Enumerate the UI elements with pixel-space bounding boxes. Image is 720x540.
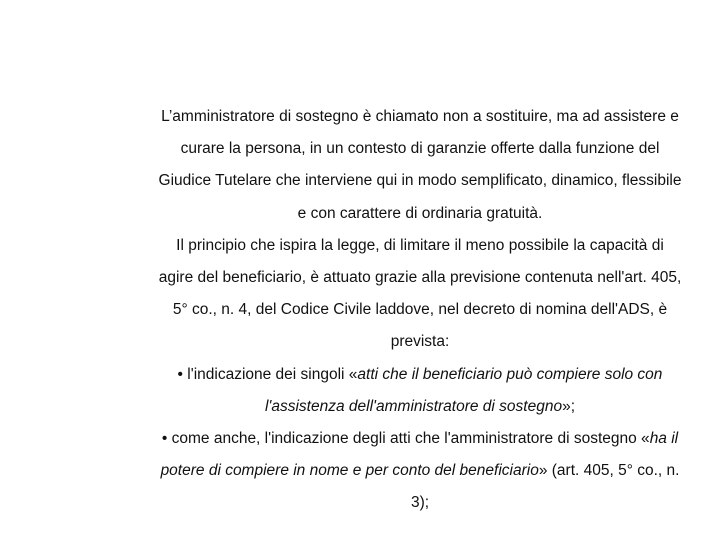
paragraph-principle: Il principio che ispira la legge, di limitare il meno possibile la capacità di agire del beneficiario, è attuato grazie alla previsione contenuta nell'art. 405, 5° co., n. 4, del Codice Civile laddove, nel decreto di nomina dell'ADS, è prevista: [158,236,682,351]
bullet-item-assistance [158,359,682,423]
bullet-text-prefix: l'indicazione dei singoli « [182,365,358,383]
bullet-text-suffix: » (art. 405, 5° co., n. 3); [410,462,680,512]
paragraph-role: L’amministratore di sostegno è chiamato non a sostituire, ma ad assistere e curare la persona, in un contesto di garanzie offerte dalla funzione del Giudice Tutelare che interviene qui in modo semplificato, dinamico, flessibile e con carattere di ordinaria gratuità. [158,108,682,222]
text-body [158,101,682,520]
bullet-text-italic: atti che il beneficiario può compiere solo con l'assistenza dell'amministratore di sostegno [264,365,663,415]
bullet-text-italic: ha il potere di compiere in nome e per conto del beneficiario [160,430,679,480]
bullet-text-prefix: come anche, l'indicazione degli atti che l'amministratore di sostegno « [167,430,650,448]
bullet-marker: • [177,365,183,383]
bullet-marker: • [161,430,168,448]
bullet-item-representation [158,423,682,520]
bullet-text-suffix: »; [562,397,576,415]
